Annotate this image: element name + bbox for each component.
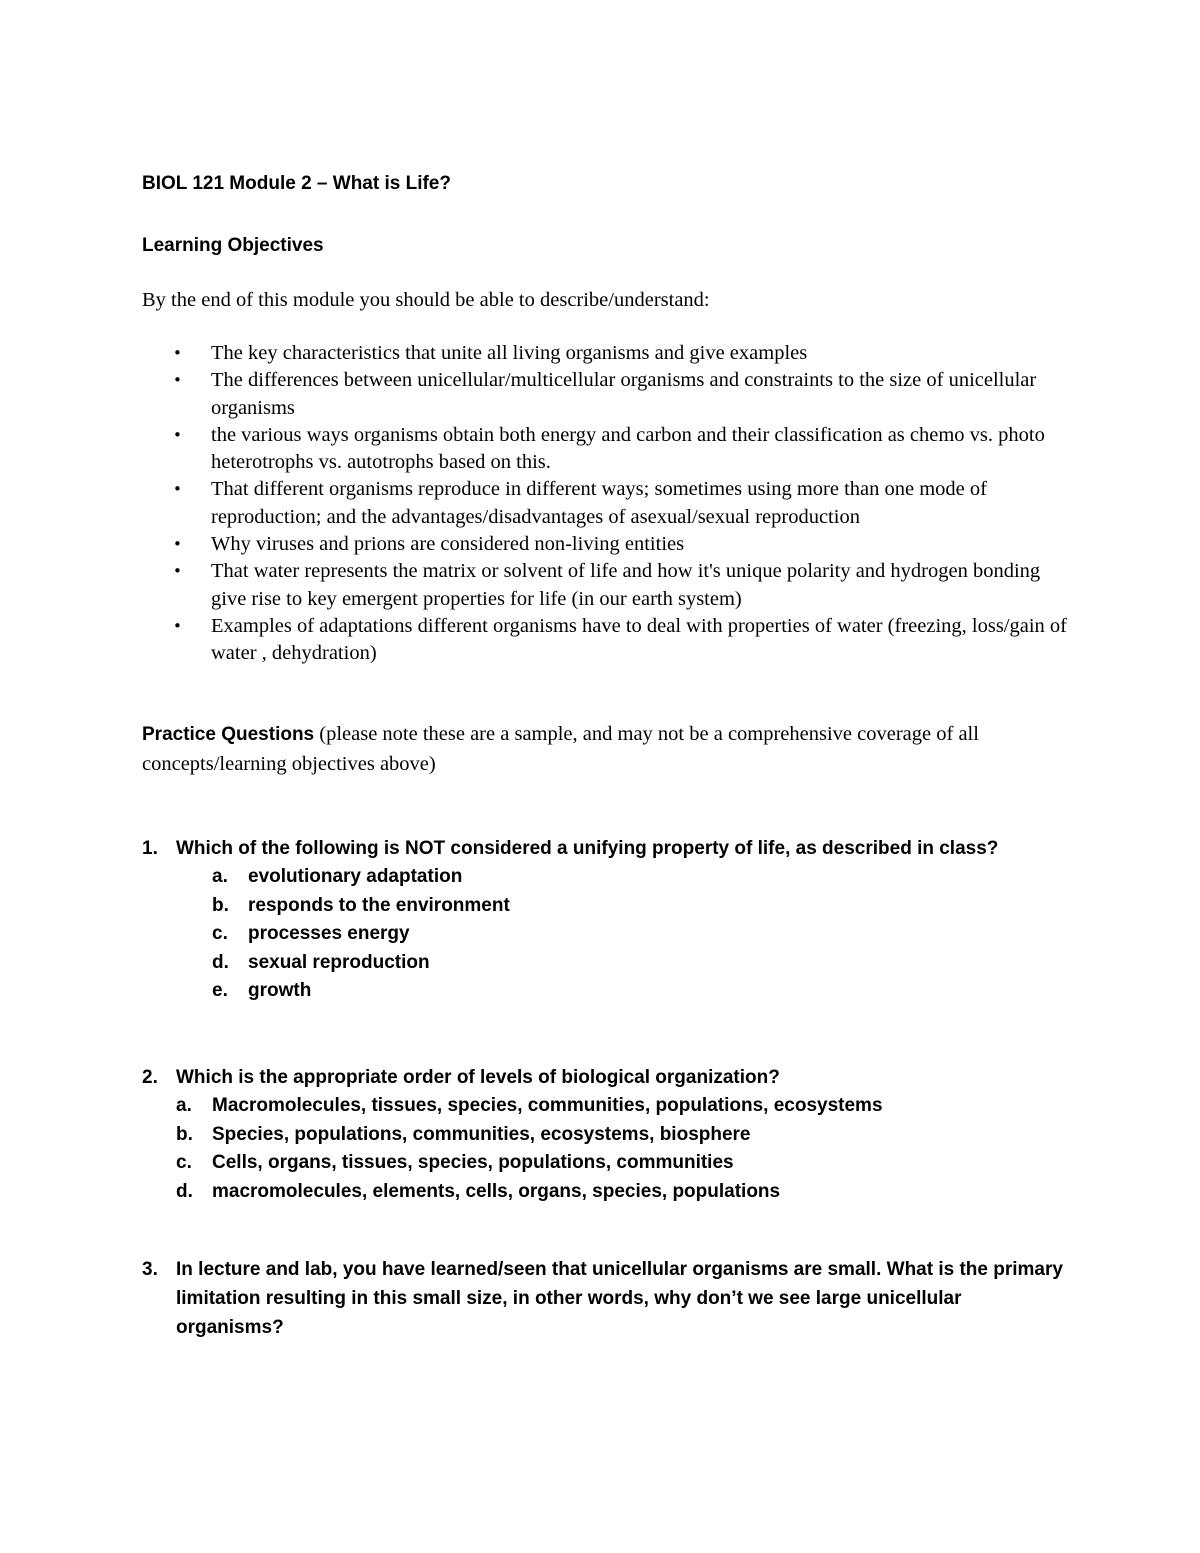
question-text: Which of the following is NOT considered a unifying property of life, as described in class? xyxy=(176,838,999,859)
objective-item xyxy=(142,531,1072,558)
objective-text: The differences between unicellular/multicellular organisms and constraints to the size of unicellular organisms xyxy=(211,369,1037,419)
question-2 xyxy=(142,1063,1072,1206)
objective-text: Why viruses and prions are considered non-living entities xyxy=(211,533,685,556)
question-stem xyxy=(142,1255,1072,1342)
answer-option xyxy=(142,920,1072,949)
document-page xyxy=(142,170,1072,1338)
option-letter: d. xyxy=(212,951,229,973)
answer-option xyxy=(142,977,1072,1006)
option-text: Species, populations, communities, ecosystems, biosphere xyxy=(212,1123,751,1145)
objective-item xyxy=(142,340,1072,367)
bullet-icon: • xyxy=(173,480,182,499)
objectives-intro: By the end of this module you should be able to describe/understand: xyxy=(142,289,710,311)
practice-questions-note: (please note these are a sample, and may not be a comprehensive coverage of all concepts/learning objectives above) xyxy=(142,723,979,775)
answer-option xyxy=(142,863,1072,892)
question-number: 2. xyxy=(142,1067,158,1088)
answer-option xyxy=(142,1149,1072,1178)
bullet-icon: • xyxy=(173,562,182,581)
bullet-icon: • xyxy=(173,371,182,390)
answer-options xyxy=(142,1092,1072,1206)
option-letter: c. xyxy=(212,923,228,945)
objective-text: That water represents the matrix or solvent of life and how it's unique polarity and hydrogen bonding give rise to key emergent properties for life (in our earth system) xyxy=(211,560,1041,610)
option-text: evolutionary adaptation xyxy=(248,866,463,887)
option-letter: d. xyxy=(176,1180,193,1202)
bullet-icon: • xyxy=(173,535,182,554)
option-text: macromolecules, elements, cells, organs, species, populations xyxy=(212,1180,781,1202)
objective-text: The key characteristics that unite all living organisms and give examples xyxy=(211,342,808,364)
question-stem xyxy=(142,834,1072,863)
option-text: processes energy xyxy=(248,923,410,945)
answer-option xyxy=(142,949,1072,978)
answer-option xyxy=(142,1121,1072,1150)
option-letter: b. xyxy=(212,894,229,916)
document-title: BIOL 121 Module 2 – What is Life? xyxy=(142,173,451,194)
option-text: Macromolecules, tissues, species, communities, populations, ecosystems xyxy=(212,1095,883,1116)
objective-item xyxy=(142,422,1072,477)
objective-item xyxy=(142,558,1072,613)
objective-text: Examples of adaptations different organisms have to deal with properties of water (freezing, loss/gain of water , dehydration) xyxy=(211,614,1067,665)
bullet-icon: • xyxy=(173,616,182,635)
option-text: responds to the environment xyxy=(248,894,510,916)
option-text: sexual reproduction xyxy=(248,951,430,973)
question-stem xyxy=(142,1063,1072,1092)
objective-item xyxy=(142,367,1072,422)
answer-options xyxy=(142,863,1072,1006)
objective-text: That different organisms reproduce in different ways; sometimes using more than one mode of reproduction; and the advantages/disadvantages of asexual/sexual reproduction xyxy=(211,478,987,528)
question-number: 1. xyxy=(142,838,158,859)
option-text: growth xyxy=(248,980,312,1002)
answer-option xyxy=(142,892,1072,921)
learning-objectives-heading: Learning Objectives xyxy=(142,235,324,256)
question-1 xyxy=(142,834,1072,1006)
option-letter: b. xyxy=(176,1123,193,1145)
answer-option xyxy=(142,1178,1072,1207)
question-3 xyxy=(142,1255,1072,1342)
objective-item xyxy=(142,476,1072,531)
bullet-icon: • xyxy=(173,344,182,362)
option-letter: c. xyxy=(176,1152,192,1174)
practice-questions-heading: Practice Questions xyxy=(142,724,315,745)
option-text: Cells, organs, tissues, species, populations, communities xyxy=(212,1152,734,1174)
option-letter: a. xyxy=(212,866,228,887)
option-letter: e. xyxy=(212,980,228,1002)
objective-item xyxy=(142,613,1072,668)
option-letter: a. xyxy=(176,1095,192,1116)
objective-text: the various ways organisms obtain both energy and carbon and their classification as chemo vs. photo heterotrophs vs. autotrophs based on this. xyxy=(211,423,1045,474)
answer-option xyxy=(142,1092,1072,1121)
question-text: In lecture and lab, you have learned/seen that unicellular organisms are small. What is the primary limitation resulting in this small size, in other words, why don’t we see large unicellular organisms? xyxy=(176,1259,1063,1338)
objectives-list xyxy=(142,340,1072,668)
question-number: 3. xyxy=(142,1259,158,1280)
bullet-icon: • xyxy=(173,425,182,444)
practice-questions-intro xyxy=(142,720,1072,778)
question-text: Which is the appropriate order of levels of biological organization? xyxy=(176,1067,780,1088)
